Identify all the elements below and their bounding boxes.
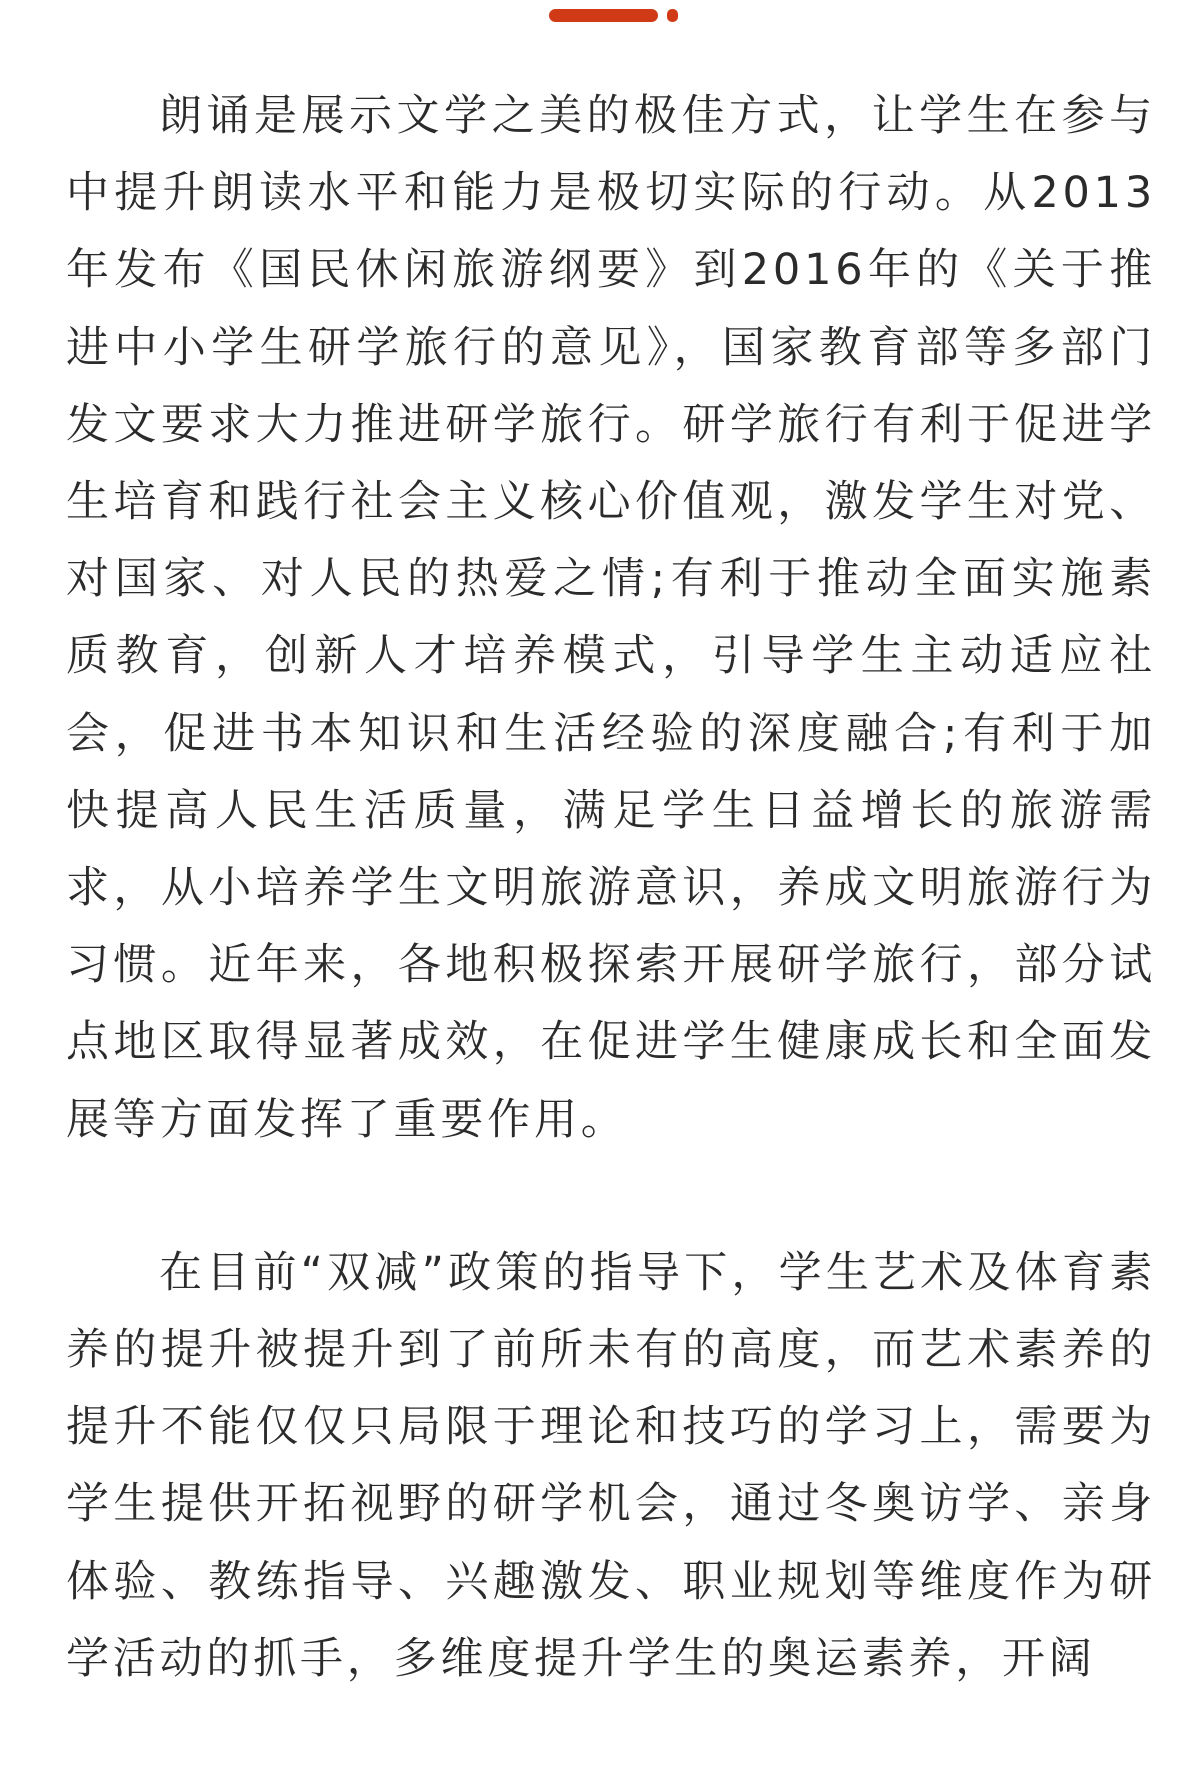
paragraph-recitation-study-travel: 朗诵是展示文学之美的极佳方式，让学生在参与中提升朗读水平和能力是极切实际的行动。从2013年发布《国民休闲旅游纲要》到2016年的《关于推进中小学生研学旅行的意见》，国家教育部等多部门发文要求大力推进研学旅行。研学旅行有利于促进学生培育和践行社会主义核心价值观，激发学生对党、对国家、对人民的热爱之情;有利于推动全面实施素质教育，创新人才培养模式，引导学生主动适应社会，促进书本知识和生活经验的深度融合;有利于加快提高人民生活质量，满足学生日益增长的旅游需求，从小培养学生文明旅游意识，养成文明旅游行为习惯。近年来，各地积极探索开展研学旅行，部分试点地区取得显著成效，在促进学生健康成长和全面发展等方面发挥了重要作用。 — [66, 91, 1156, 1145]
article-body — [66, 78, 1156, 1774]
divider-bar — [549, 9, 658, 22]
section-divider — [549, 9, 679, 23]
divider-dot — [667, 9, 678, 22]
paragraph-double-reduction: 在目前“双减”政策的指导下，学生艺术及体育素养的提升被提升到了前所未有的高度，而艺术素养的提升不能仅仅只局限于理论和技巧的学习上，需要为学生提供开拓视野的研学机会，通过冬奥访学、亲身体验、教练指导、兴趣激发、职业规划等维度作为研学活动的抓手，多维度提升学生的奥运素养，开阔 — [66, 1247, 1156, 1684]
